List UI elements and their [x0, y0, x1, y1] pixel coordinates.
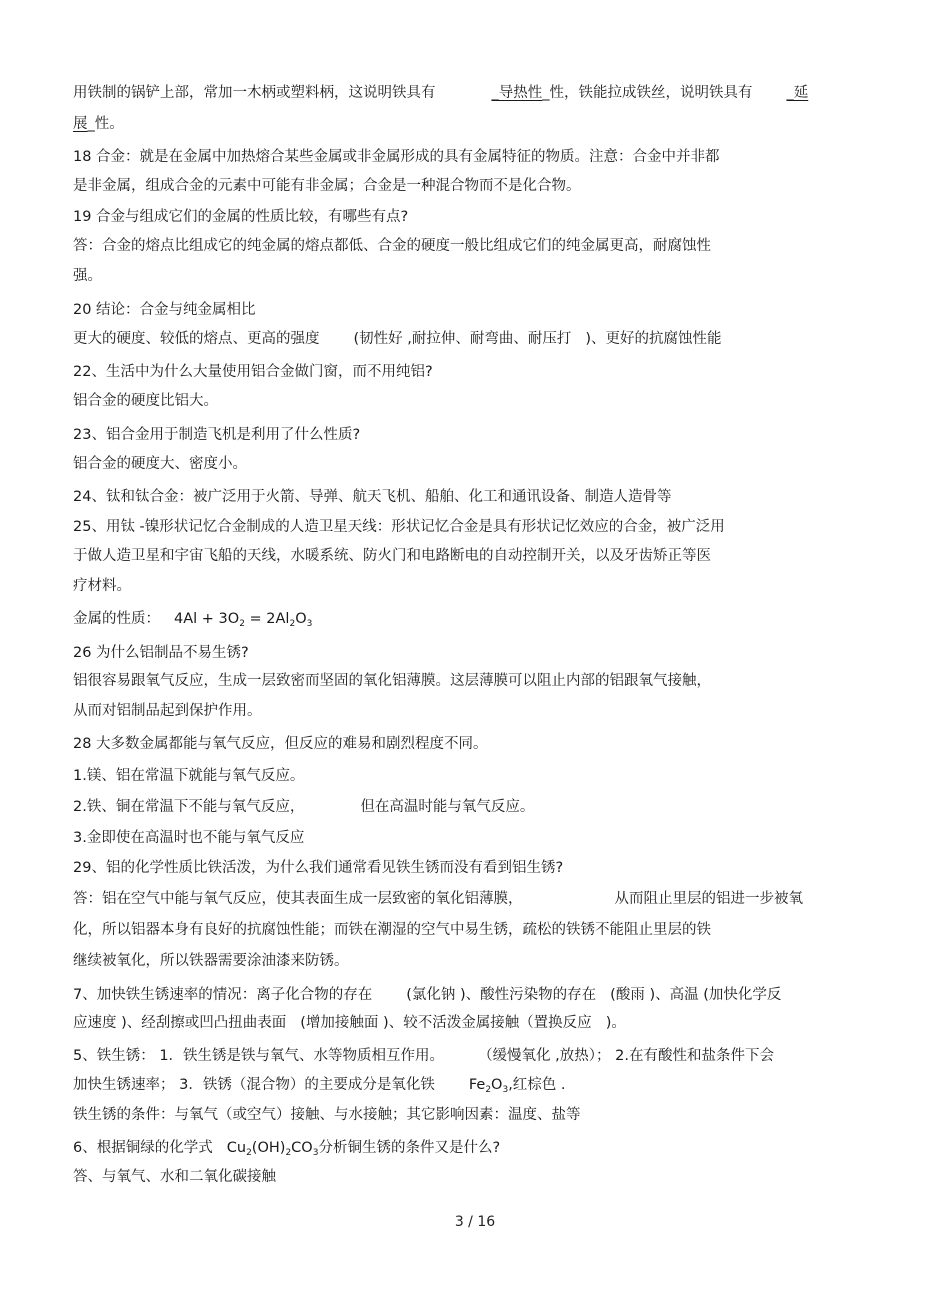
text-line: 铝合金的硬度比铝大。	[73, 393, 218, 409]
equation-line	[73, 1075, 890, 1100]
subscript: 2	[289, 619, 296, 629]
formula: = 2Al	[244, 611, 290, 627]
text-segment: 分析铜生锈的条件又是什么?	[318, 1140, 501, 1156]
text-line: 答：合金的熔点比组成它的纯金属的熔点都低、合金的硬度一般比组成它们的纯金属更高，耐腐蚀性	[73, 238, 711, 254]
text-segment: (酸雨 )、高温 (加快化学反	[610, 987, 782, 1003]
text-segment: (韧性好 ,耐拉伸、耐弯曲、耐压打	[353, 331, 572, 347]
formula: Fe	[468, 1077, 486, 1093]
text-segment: 从而阻止里层的铝进一步被氧	[614, 891, 803, 907]
text-segment: 更大的硬度、较低的熔点、更高的强度	[73, 331, 320, 347]
text-segment: (氯化钠 )、酸性污染物的存在	[406, 987, 597, 1003]
text-line: 3.金即使在高温时也不能与氧气反应	[73, 830, 305, 846]
text-segment: 应速度 )、经刮擦或凹凸扭曲表面	[73, 1015, 287, 1031]
subscript: 2	[246, 1148, 252, 1158]
equation-line	[73, 609, 890, 634]
text-line: 铝合金的硬度大、密度小。	[73, 456, 247, 472]
text-line: 24、钛和钛合金：被广泛用于火箭、导弹、航天飞机、船舶、化工和通讯设备、制造人造骨等	[73, 489, 672, 505]
text-line: 26 为什么铝制品不易生锈?	[73, 645, 249, 661]
text-line: 化，所以铝器本身有良好的抗腐蚀性能；而铁在潮湿的空气中易生锈，疏松的铁锈不能阻止里层的铁	[73, 922, 711, 938]
text-segment: (增加接触面 )、较不活泼金属接触（置换反应	[300, 1015, 592, 1031]
text-line: 铁生锈的条件：与氧气（或空气）接触、与水接触；其它影响因素：温度、盐等	[73, 1107, 581, 1123]
text-segment: 7、加快铁生锈速率的情况：离子化合物的存在	[73, 987, 373, 1003]
text-line: 继续被氧化，所以铁器需要涂油漆来防锈。	[73, 953, 349, 969]
text-line: 铝很容易跟氧气反应，生成一层致密而坚固的氧化铝薄膜。这层薄膜可以阻止内部的铝跟氧气接触，	[73, 673, 711, 689]
subscript: 3	[306, 619, 313, 629]
page-number: 3 / 16	[454, 1214, 496, 1230]
text-segment: 6、根据铜绿的化学式	[73, 1140, 213, 1156]
text-line: 28 大多数金属都能与氧气反应，但反应的难易和剧烈程度不同。	[73, 736, 488, 752]
text-segment: 用铁制的锅铲上部，常加一木柄或塑料柄，这说明铁具有	[73, 85, 436, 101]
text-line: 疗材料。	[73, 578, 131, 594]
formula: Cu	[226, 1140, 247, 1156]
text-line: 25、用钛 -镍形状记忆合金制成的人造卫星天线：形状记忆合金是具有形状记忆效应的合金，被广泛用	[73, 519, 725, 535]
text-line: 强。	[73, 268, 102, 284]
text-segment: )、更好的抗腐蚀性能	[585, 331, 722, 347]
text-line	[73, 889, 890, 909]
text-segment: ,红棕色 .	[508, 1077, 566, 1093]
text-line: 19 合金与组成它们的金属的性质比较，有哪些有点?	[73, 209, 409, 225]
text-line	[73, 1046, 890, 1066]
subscript: 3	[502, 1085, 509, 1095]
text-segment: （缓慢氧化 ,放热）； 2.在有酸性和盐条件下会	[478, 1048, 774, 1064]
text-segment: )。	[605, 1015, 626, 1031]
text-line	[73, 329, 890, 349]
formula: CO	[291, 1140, 313, 1156]
text-line: 23、铝合金用于制造飞机是利用了什么性质?	[73, 427, 361, 443]
blank-answer: _导热性	[491, 85, 543, 101]
subscript: 2	[285, 1148, 292, 1158]
text-line	[73, 1013, 890, 1033]
text-segment: 2.铁、铜在常温下不能与氧气反应，	[73, 799, 305, 815]
text-line	[73, 114, 890, 134]
text-line: 18 合金：就是在金属中加热熔合某些金属或非金属形成的具有金属特征的物质。注意：合金中并非都	[73, 149, 720, 165]
text-line: 答、与氧气、水和二氧化碳接触	[73, 1169, 276, 1185]
text-line: 从而对铝制品起到保护作用。	[73, 703, 262, 719]
subscript: 2	[239, 619, 245, 629]
text-segment: 答：铝在空气中能与氧气反应，使其表面生成一层致密的氧化铝薄膜，	[73, 891, 523, 907]
formula: O	[295, 611, 307, 627]
text-line	[73, 985, 890, 1005]
text-line	[73, 83, 890, 103]
text-segment: 但在高温时能与氧气反应。	[360, 799, 535, 815]
text-segment: 加快生锈速率； 3．铁锈（混合物）的主要成分是氧化铁	[73, 1077, 435, 1093]
formula: O	[491, 1077, 503, 1093]
text-line: 于做人造卫星和宇宙飞船的天线，水暖系统、防火门和电路断电的自动控制开关，以及牙齿矫正等医	[73, 548, 711, 564]
text-line: 29、铝的化学性质比铁活泼，为什么我们通常看见铁生锈而没有看到铝生锈?	[73, 860, 564, 876]
text-segment: _性，铁能拉成铁丝，说明铁具有	[542, 85, 753, 101]
text-line: 是非金属，组成合金的元素中可能有非金属；合金是一种混合物而不是化合物。	[73, 178, 581, 194]
formula: 4Al + 3O	[174, 611, 240, 627]
blank-answer: _延	[786, 85, 809, 101]
subscript: 3	[312, 1148, 319, 1158]
equation-line	[73, 1138, 890, 1163]
blank-answer: 展	[73, 116, 88, 132]
text-line: 22、生活中为什么大量使用铝合金做门窗，而不用纯铝?	[73, 364, 433, 380]
text-line: 1.镁、铝在常温下就能与氧气反应。	[73, 768, 305, 784]
text-line: 20 结论：合金与纯金属相比	[73, 302, 256, 318]
formula: (OH)	[251, 1140, 286, 1156]
text-segment: _性。	[87, 116, 124, 132]
subscript: 2	[485, 1085, 492, 1095]
text-segment: 5、铁生锈： 1．铁生锈是铁与氧气、水等物质相互作用。	[73, 1048, 445, 1064]
text-line	[73, 797, 890, 817]
text-segment: 金属的性质：	[73, 611, 160, 627]
